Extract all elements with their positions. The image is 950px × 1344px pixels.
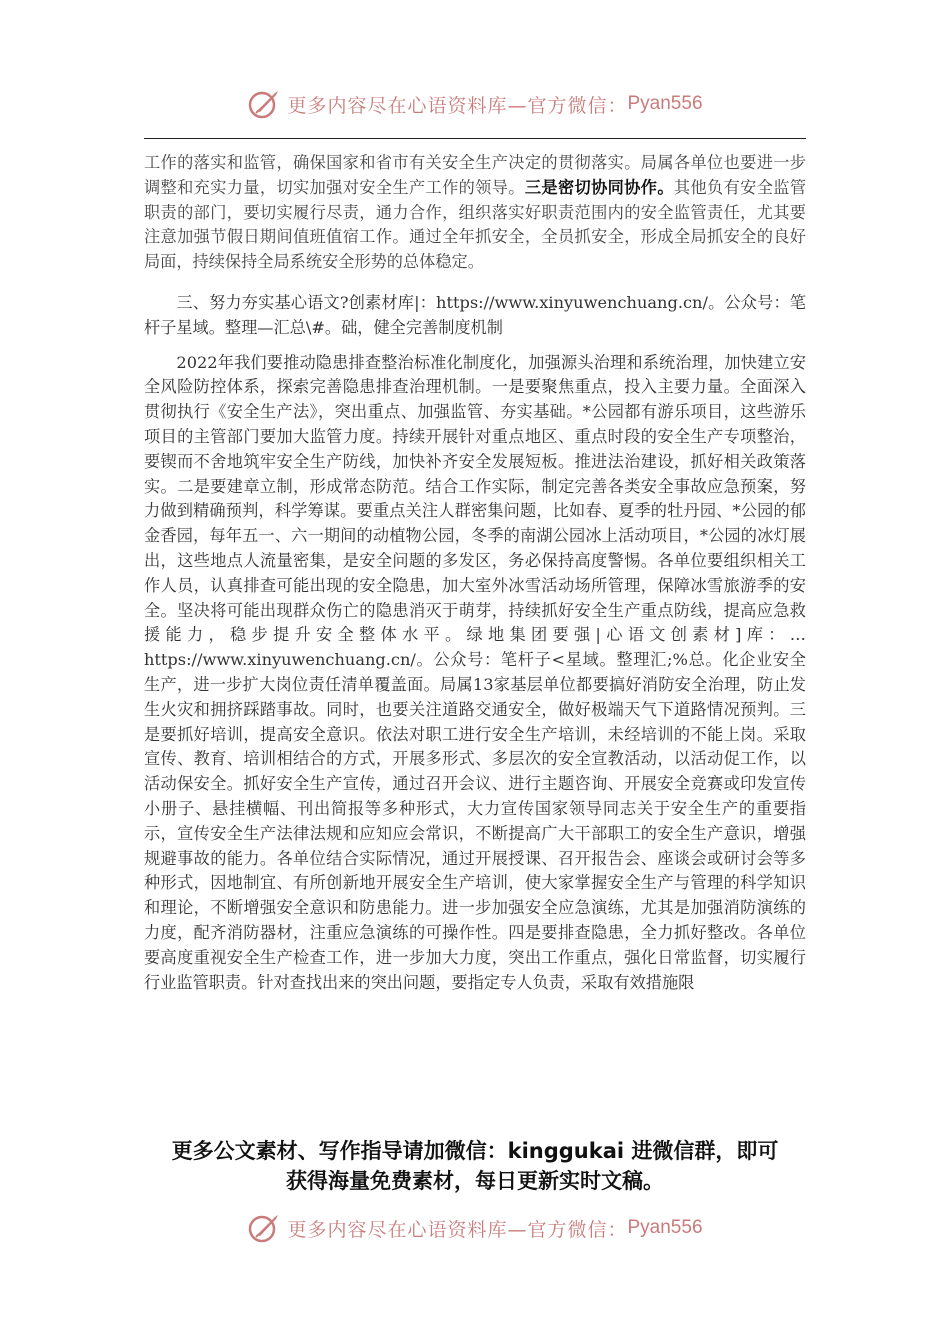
paragraph-body: 2022年我们要推动隐患排查整治标准化制度化，加强源头治理和系统治理，加快建立安全风险防控体系，探索完善隐患排查治理机制。一是要聚焦重点，投入主要力量。全面深入贯彻执行《安全生产法》，突出重点、加强监管、夯实基础。*公园都有游乐项目，这些游乐项目的主管部门要加大监管力度。持续开展针对重点地区、重点时段的安全生产专项整治，要锲而不舍地筑牢安全生产防线，加快补齐安全发展短板。推进法治建设，抓好相关政策落实。二是要建章立制，形成常态防范。结合工作实际，制定完善各类安全事故应急预案，努力做到精确预判，科学筹谋。要重点关注人群密集问题，比如春、夏季的牡丹园、*公园的郁金香园，每年五一、六一期间的动植物公园，冬季的南湖公园冰上活动项目，*公园的冰灯展出，这些地点人流量密集，是安全问题的多发区，务必保持高度警惕。各单位要组织相关工作人员，认真排查可能出现的安全隐患，加大室外冰雪活动场所管理，保障冰雪旅游季的安全。坚决将可能出现群众伤亡的隐患消灭于萌芽，持续抓好安全生产重点防线，提高应急救援能力，稳步提升安全整体水平。绿地集团要强|心语文创素材]库：…https://www.xinyuwenchuang.cn/。公众号：笔杆子<星域。整理汇;%总。化企业安全生产，进一步扩大岗位责任清单覆盖面。局属13家基层单位都要搞好消防安全治理，防止发生火灾和拥挤踩踏事故。同时，也要关注道路交通安全，做好极端天气下道路情况预判。三是要抓好培训，提高安全意识。依法对职工进行安全生产培训，未经培训的不能上岗。采取宣传、教育、培训相结合的方式，开展多形式、多层次的安全宣教活动，以活动促工作，以活动保安全。抓好安全生产宣传，通过召开会议、进行主题咨询、开展安全竞赛或印发宣传小册子、悬挂横幅、刊出简报等多种形式，大力宣传国家领导同志关于安全生产的重要指示，宣传安全生产法律法规和应知应会常识，不断提高广大干部职工的安全生产意识，增强规避事故的能力。各单位结合实际情况，通过开展授课、召开报告会、座谈会或研讨会等多种形式，因地制宜、有所创新地开展安全生产培训，使大家掌握安全生产与管理的科学知识和理论，不断增强安全意识和防患能力。进一步加强安全应急演练，尤其是加强消防演练的力度，配齐消防器材，注重应急演练的可操作性。四是要排查隐患，全力抓好整改。各单位要高度重视安全生产检查工作，进一步加大力度，突出工作重点，强化日常监督，切实履行行业监管职责。针对查找出来的突出问题，要指定专人负责，采取有效措施限 bbox=[144, 352, 806, 992]
watermark-wechat-id: Pyan556 bbox=[627, 1217, 703, 1238]
quill-logo-icon bbox=[247, 1211, 281, 1245]
quill-logo-icon bbox=[247, 87, 281, 121]
watermark-text: 更多内容尽在心语资料库—官方微信： bbox=[287, 1218, 628, 1241]
promo-line-1: 更多公文素材、写作指导请加微信：kinggukai 进微信群，即可 bbox=[171, 1139, 779, 1163]
header-divider bbox=[144, 138, 806, 139]
paragraph-emphasis: 三是密切协同协作。 bbox=[524, 177, 674, 197]
header-watermark bbox=[0, 84, 950, 124]
footer-watermark bbox=[0, 1208, 950, 1248]
document-body bbox=[144, 151, 806, 995]
section-heading: 三、努力夯实基心语文?创素材库|：https://www.xinyuwenchuang.cn/。公众号：笔杆子星域。整理—汇总\#。础，健全完善制度机制 bbox=[144, 292, 806, 337]
promo-banner bbox=[120, 1136, 830, 1196]
watermark-wechat-id: Pyan556 bbox=[627, 93, 703, 114]
watermark-text: 更多内容尽在心语资料库—官方微信： bbox=[287, 94, 628, 117]
paragraph-continued bbox=[144, 151, 806, 275]
paragraph-text: 工作的落实和监管，确保国家和省市有关安全生产决定的贯彻落实。局属各单位也要进一步调整和充实力量，切实加强对安全生产工作的领导。 bbox=[144, 153, 806, 197]
paragraph-text: 其他负有安全监管职责的部门，要切实履行尽责，通力合作，组织落实好职责范围内的安全监管责任，尤其要注意加强节假日期间值班值宿工作。通过全年抓安全，全员抓安全，形成全局抓安全的良好局面，持续保持全局系统安全形势的总体稳定。 bbox=[144, 177, 807, 272]
promo-line-2: 获得海量免费素材，每日更新实时文稿。 bbox=[286, 1169, 664, 1193]
